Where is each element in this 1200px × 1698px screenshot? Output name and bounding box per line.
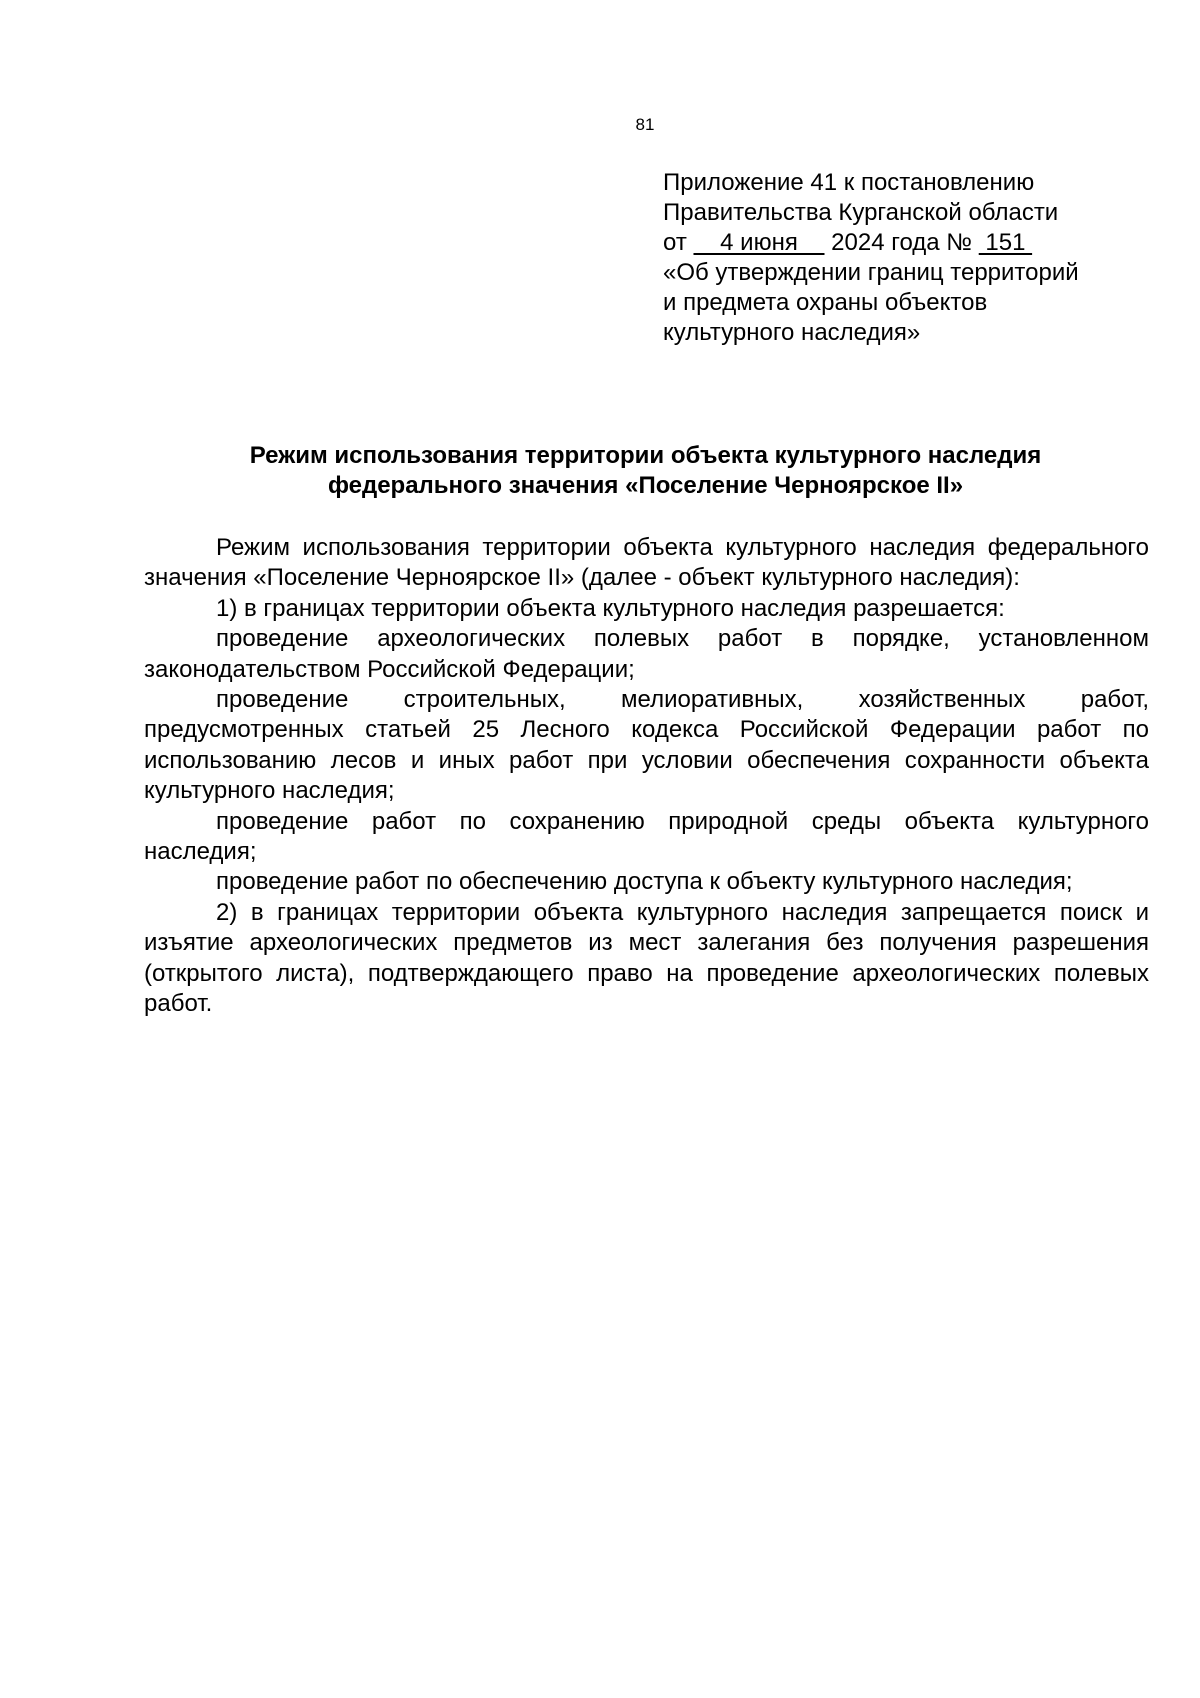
date-prefix: от (663, 229, 687, 256)
appendix-line-5: и предмета охраны объектов (663, 289, 988, 316)
paragraph-allowed-access: проведение работ по обеспечению доступа к объекту культурного наследия; (216, 868, 1073, 896)
appendix-line-2: Правительства Курганской области (663, 199, 1059, 226)
paragraph-allowed-construction: проведение строительных, мелиоративных, хозяйственных работ, предусмотренных статьей 25 Лесного кодекса Российской Федерации работ по использованию лесов и иных работ при условии обеспечения сохранности объекта культурного наследия; (144, 686, 1149, 805)
appendix-date-line (663, 228, 1143, 258)
appendix-line-4: «Об утверждении границ территорий (663, 259, 1079, 286)
document-title (142, 441, 1149, 501)
decree-number: 151 (978, 229, 1033, 256)
paragraph-allowed-archaeology: проведение археологических полевых работ в порядке, установленном законодательством Российской Федерации; (144, 625, 1149, 683)
paragraph-prohibited: 2) в границах территории объекта культурного наследия запрещается поиск и изъятие археологических предметов из мест залегания без получения разрешения (открытого листа), подтверждающего право на проведение археологических полевых работ. (144, 898, 1149, 1018)
paragraph-allowed-nature: проведение работ по сохранению природной среды объекта культурного наследия; (144, 807, 1149, 866)
paragraph-allowed-heading: 1) в границах территории объекта культурного наследия разрешается: (216, 594, 1005, 622)
paragraph-intro: Режим использования территории объекта культурного наследия федерального значения «Поселение Черноярское II» (далее - объект культурного наследия): (144, 534, 1149, 592)
appendix-header (663, 168, 1143, 348)
decree-year: 2024 года № (831, 229, 973, 256)
page-number: 81 (635, 115, 655, 134)
appendix-line-1: Приложение 41 к постановлению (663, 169, 1035, 196)
title-line-1: Режим использования территории объекта культурного наследия (249, 442, 1042, 469)
title-line-2: федерального значения «Поселение Черноярское II» (327, 472, 964, 499)
document-body (144, 533, 1149, 1020)
decree-date: 4 июня (693, 229, 825, 256)
appendix-line-6: культурного наследия» (663, 319, 921, 346)
